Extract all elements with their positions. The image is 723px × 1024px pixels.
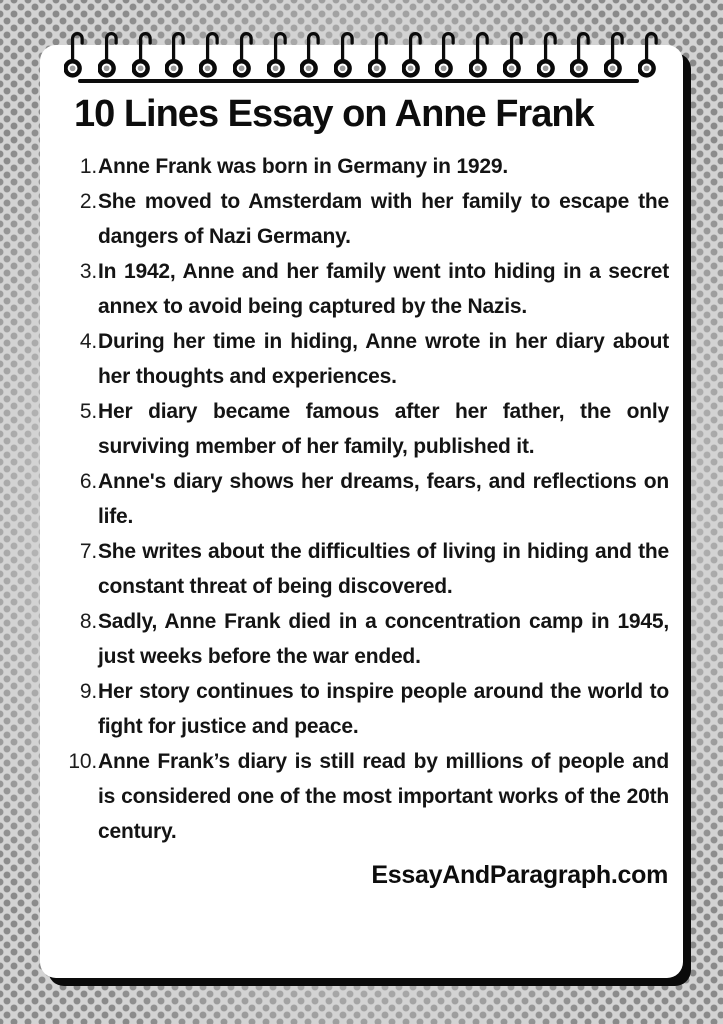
- item-text: She moved to Amsterdam with her family to escape the dangers of Nazi Germany.: [98, 190, 669, 248]
- essay-list-item: [58, 149, 669, 184]
- essay-list-item: [58, 534, 669, 604]
- site-credit: EssayAndParagraph.com: [371, 861, 668, 889]
- binder-ring-icon: [300, 29, 321, 79]
- page-title: 10 Lines Essay on Anne Frank: [74, 93, 594, 135]
- notebook-card: [40, 45, 683, 978]
- essay-list-item: [58, 394, 669, 464]
- essay-list-item: [58, 184, 669, 254]
- essay-list-item: [58, 744, 669, 849]
- item-text: Her story continues to inspire people around the world to fight for justice and peace.: [98, 680, 669, 738]
- essay-list-item: [58, 324, 669, 394]
- essay-list: [40, 149, 683, 849]
- binder-ring-icon: [638, 29, 659, 79]
- item-number: 1.: [79, 155, 97, 178]
- binder-ring-icon: [469, 29, 490, 79]
- binder-ring-icon: [435, 29, 456, 79]
- item-number: 2.: [79, 190, 97, 213]
- item-text: She writes about the difficulties of living in hiding and the constant threat of being discovered.: [98, 540, 669, 598]
- binder-ring-icon: [570, 29, 591, 79]
- binder-ring-icon: [98, 29, 119, 79]
- item-number: 9.: [79, 680, 97, 703]
- binder-ring-icon: [199, 29, 220, 79]
- spiral-binding: [64, 29, 659, 81]
- item-number: 5.: [79, 400, 97, 423]
- binder-ring-icon: [537, 29, 558, 79]
- essay-list-item: [58, 674, 669, 744]
- binder-ring-icon: [503, 29, 524, 79]
- binder-ring-icon: [604, 29, 625, 79]
- item-number: 4.: [79, 330, 97, 353]
- binder-ring-icon: [334, 29, 355, 79]
- essay-list-item: [58, 464, 669, 534]
- item-text: Her diary became famous after her father, the only surviving member of her family, published it.: [98, 400, 669, 458]
- binder-ring-icon: [368, 29, 389, 79]
- binder-ring-icon: [165, 29, 186, 79]
- item-text: Sadly, Anne Frank died in a concentration camp in 1945, just weeks before the war ended.: [98, 610, 669, 668]
- item-text: In 1942, Anne and her family went into hiding in a secret annex to avoid being captured by the Nazis.: [98, 260, 669, 318]
- item-text: During her time in hiding, Anne wrote in her diary about her thoughts and experiences.: [98, 330, 669, 388]
- item-number: 6.: [79, 470, 97, 493]
- binder-ring-icon: [64, 29, 85, 79]
- item-number: 8.: [79, 610, 97, 633]
- binder-ring-icon: [267, 29, 288, 79]
- binder-ring-icon: [233, 29, 254, 79]
- item-text: Anne Frank’s diary is still read by millions of people and is considered one of the most important works of the 20th century.: [98, 750, 669, 843]
- item-number: 7.: [79, 540, 97, 563]
- essay-list-item: [58, 604, 669, 674]
- binder-ring-icon: [402, 29, 423, 79]
- item-number: 3.: [79, 260, 97, 283]
- item-text: Anne's diary shows her dreams, fears, and reflections on life.: [98, 470, 669, 528]
- essay-list-item: [58, 254, 669, 324]
- item-number: 10.: [68, 750, 97, 773]
- binder-ring-icon: [132, 29, 153, 79]
- item-text: Anne Frank was born in Germany in 1929.: [98, 155, 508, 178]
